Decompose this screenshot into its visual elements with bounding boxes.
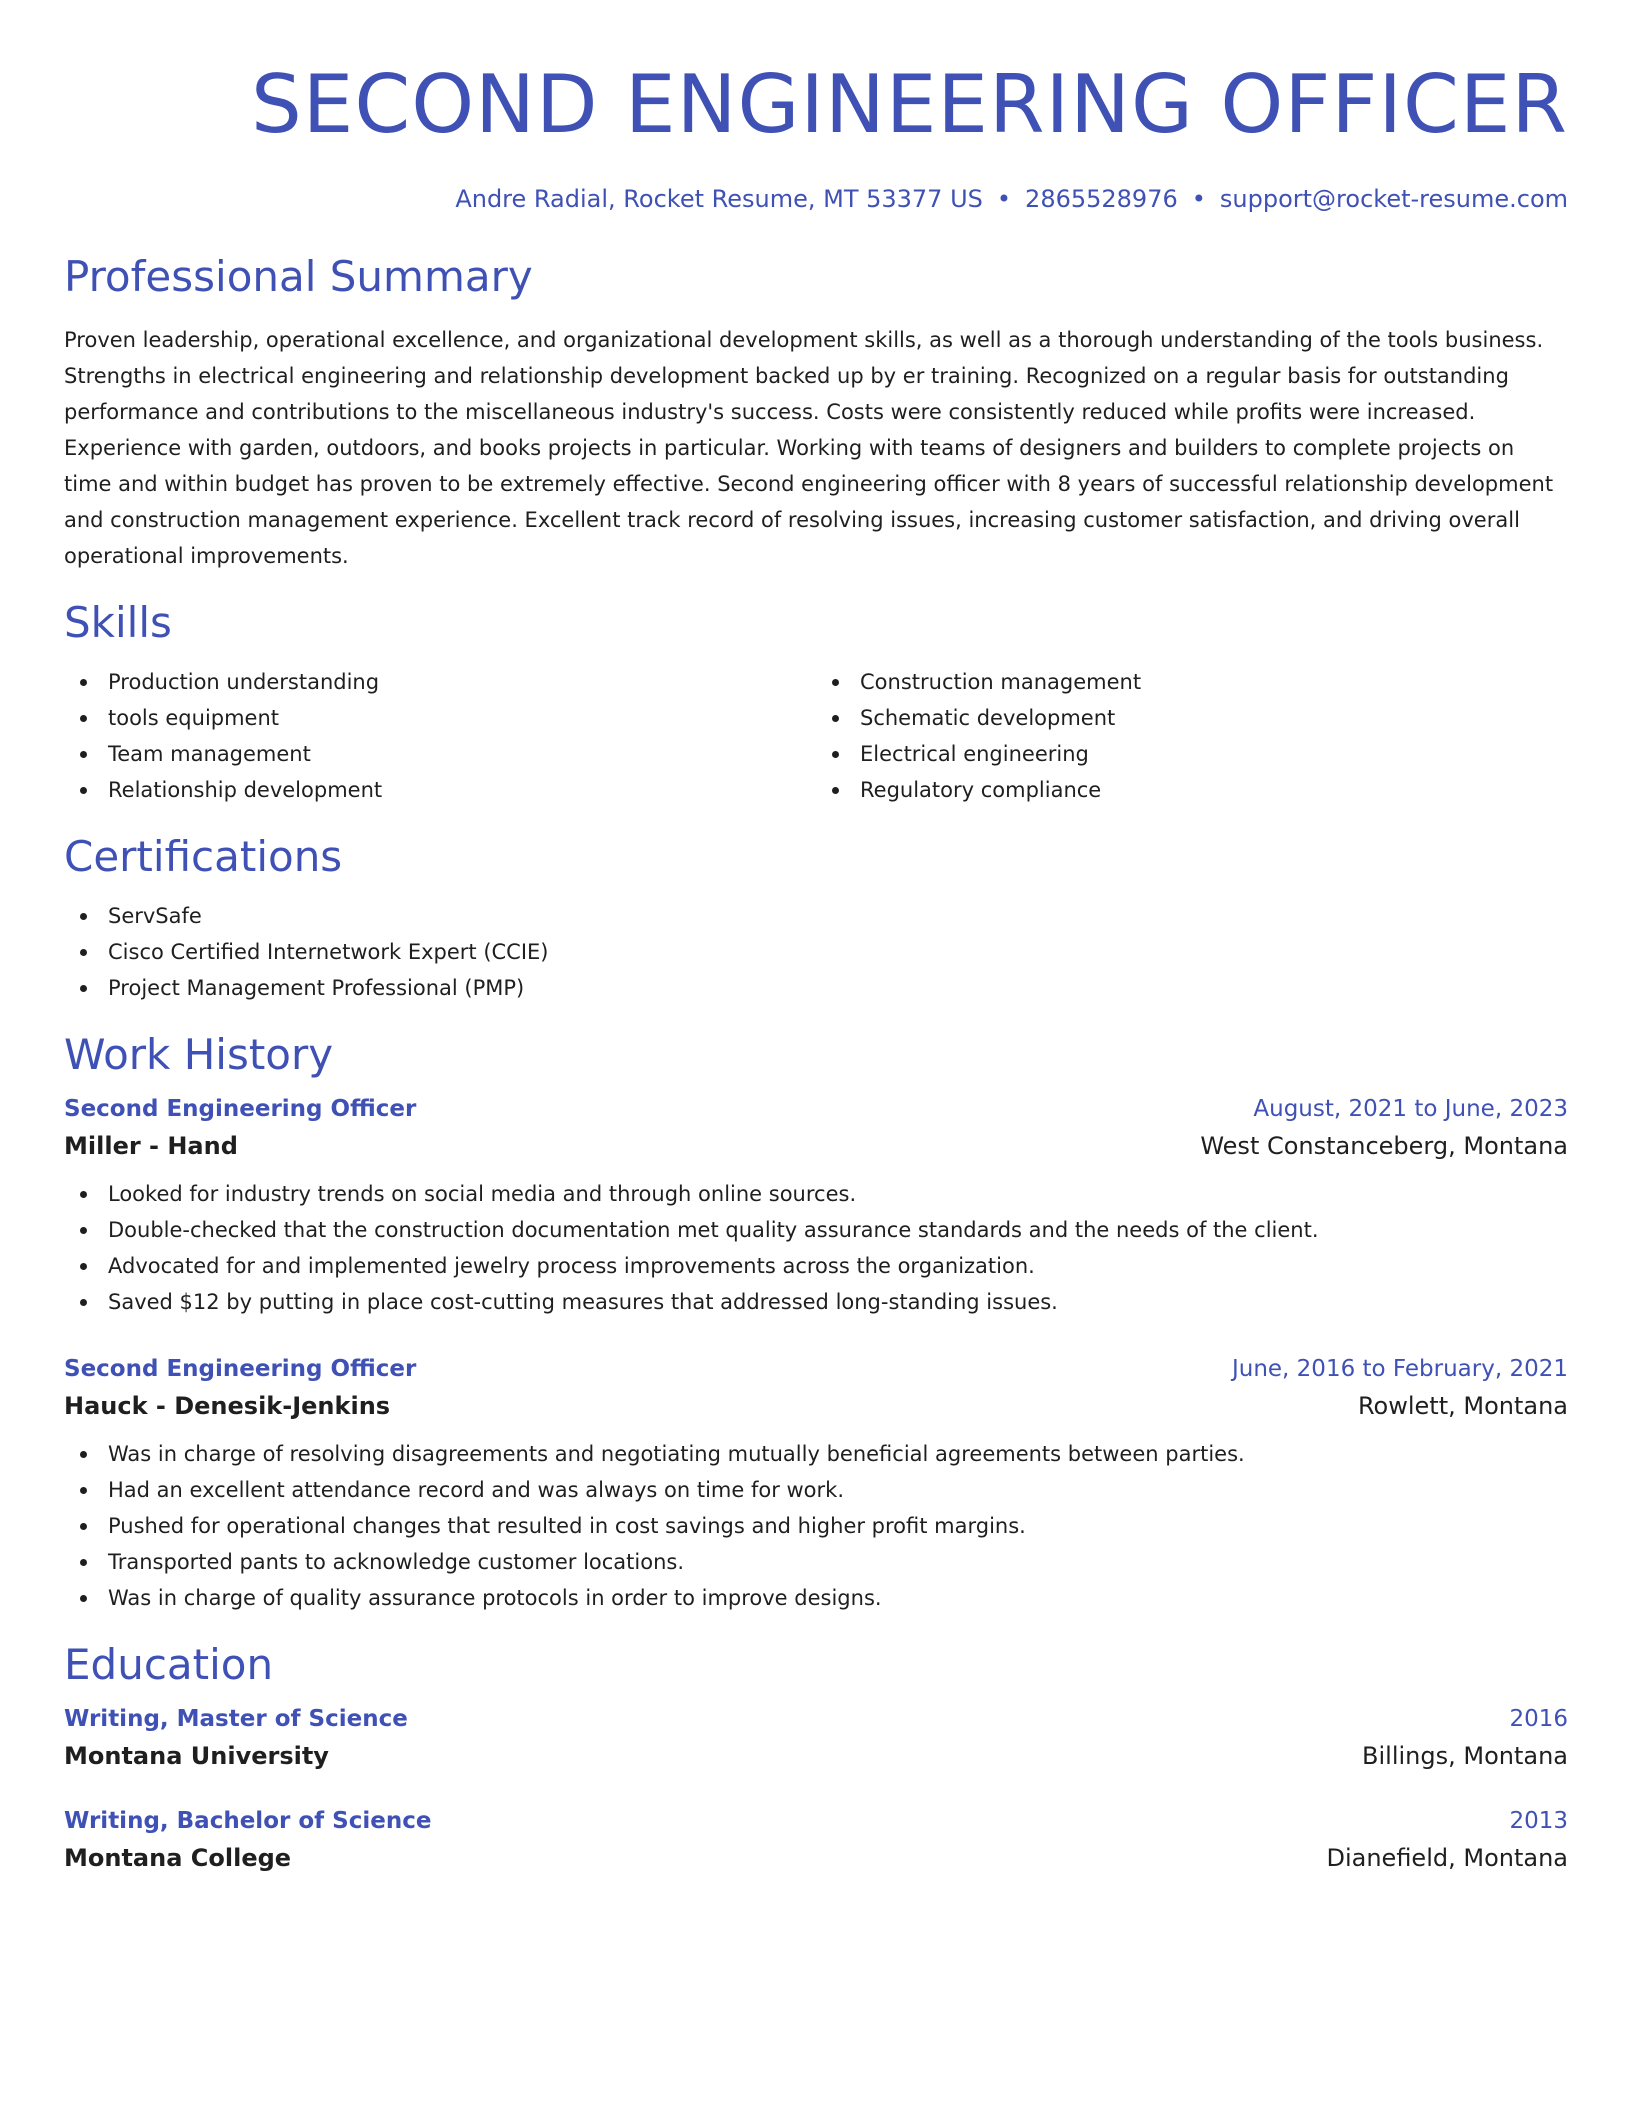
job-entry bbox=[64, 1094, 1568, 1320]
education-heading: Education bbox=[64, 1640, 274, 1689]
job-bullet: Saved $12 by putting in place cost-cutting measures that addressed long-standing issues. bbox=[64, 1284, 1568, 1320]
job-title: Second Engineering Officer bbox=[64, 1356, 417, 1382]
contact-separator: • bbox=[996, 185, 1012, 213]
job-bullet: Advocated for and implemented jewelry process improvements across the organization. bbox=[64, 1248, 1568, 1284]
certification-item: ServSafe bbox=[64, 898, 1568, 934]
skill-item: Production understanding bbox=[64, 664, 816, 700]
education-entry bbox=[64, 1806, 1568, 1874]
job-dates: June, 2016 to February, 2021 bbox=[1231, 1356, 1568, 1382]
work-history-heading: Work History bbox=[64, 1030, 334, 1079]
job-company: Miller - Hand bbox=[64, 1132, 238, 1160]
job-location: Rowlett, Montana bbox=[1357, 1392, 1568, 1420]
contact-email[interactable]: support@rocket-resume.com bbox=[1219, 185, 1568, 213]
skills-list bbox=[64, 664, 1568, 808]
skill-item: Electrical engineering bbox=[816, 736, 1568, 772]
contact-phone: 2865528976 bbox=[1025, 185, 1178, 213]
job-title: Second Engineering Officer bbox=[64, 1096, 417, 1122]
certifications-heading: Certifications bbox=[64, 832, 343, 881]
contact-address: Andre Radial, Rocket Resume, MT 53377 US bbox=[455, 185, 983, 213]
job-bullet: Transported pants to acknowledge customer locations. bbox=[64, 1544, 1568, 1580]
job-bullet: Pushed for operational changes that resulted in cost savings and higher profit margins. bbox=[64, 1508, 1568, 1544]
education-school: Montana College bbox=[64, 1844, 292, 1872]
job-bullets bbox=[64, 1176, 1568, 1320]
job-dates: August, 2021 to June, 2023 bbox=[1253, 1096, 1568, 1122]
skill-item: Team management bbox=[64, 736, 816, 772]
education-year: 2013 bbox=[1509, 1808, 1568, 1834]
skill-item: Regulatory compliance bbox=[816, 772, 1568, 808]
job-entry bbox=[64, 1354, 1568, 1616]
job-bullet: Was in charge of resolving disagreements and negotiating mutually beneficial agreements between parties. bbox=[64, 1436, 1568, 1472]
job-bullets bbox=[64, 1436, 1568, 1616]
skill-item: tools equipment bbox=[64, 700, 816, 736]
summary-heading: Professional Summary bbox=[64, 252, 533, 301]
skill-item: Schematic development bbox=[816, 700, 1568, 736]
education-location: Dianefield, Montana bbox=[1326, 1844, 1568, 1872]
education-school: Montana University bbox=[64, 1742, 329, 1770]
skills-heading: Skills bbox=[64, 598, 172, 647]
skill-item: Relationship development bbox=[64, 772, 816, 808]
job-bullet: Double-checked that the construction documentation met quality assurance standards and the needs of the client. bbox=[64, 1212, 1568, 1248]
education-year: 2016 bbox=[1509, 1706, 1568, 1732]
education-entry bbox=[64, 1704, 1568, 1772]
education-degree: Writing, Master of Science bbox=[64, 1706, 408, 1732]
job-company: Hauck - Denesik-Jenkins bbox=[64, 1392, 391, 1420]
summary-text: Proven leadership, operational excellence, and organizational development skills, as well as a thorough understanding of the tools business. Strengths in electrical engineering and relationship development backed up by er training. Recognized on a regular basis for outstanding performance and contributions to the miscellaneous industry's success. Costs were consistently reduced while profits were increased. Experience with garden, outdoors, and books projects in particular. Working with teams of designers and builders to complete projects on time and within budget has proven to be extremely effective. Second engineering officer with 8 years of successful relationship development and construction management experience. Excellent track record of resolving issues, increasing customer satisfaction, and driving overall operational improvements. bbox=[64, 328, 1554, 568]
job-bullet: Looked for industry trends on social media and through online sources. bbox=[64, 1176, 1568, 1212]
skills-column-left bbox=[64, 664, 816, 808]
certification-item: Cisco Certified Internetwork Expert (CCIE) bbox=[64, 934, 1568, 970]
certifications-list bbox=[64, 898, 1568, 1006]
education-degree: Writing, Bachelor of Science bbox=[64, 1808, 432, 1834]
education-location: Billings, Montana bbox=[1362, 1742, 1568, 1770]
resume-title: SECOND ENGINEERING OFFICER bbox=[251, 58, 1568, 151]
skills-column-right bbox=[816, 664, 1568, 808]
contact-separator: • bbox=[1191, 185, 1206, 213]
certification-item: Project Management Professional (PMP) bbox=[64, 970, 1568, 1006]
contact-line bbox=[64, 184, 1568, 214]
job-bullet: Was in charge of quality assurance protocols in order to improve designs. bbox=[64, 1580, 1568, 1616]
job-location: West Constanceberg, Montana bbox=[1200, 1132, 1568, 1160]
skill-item: Construction management bbox=[816, 664, 1568, 700]
job-bullet: Had an excellent attendance record and was always on time for work. bbox=[64, 1472, 1568, 1508]
